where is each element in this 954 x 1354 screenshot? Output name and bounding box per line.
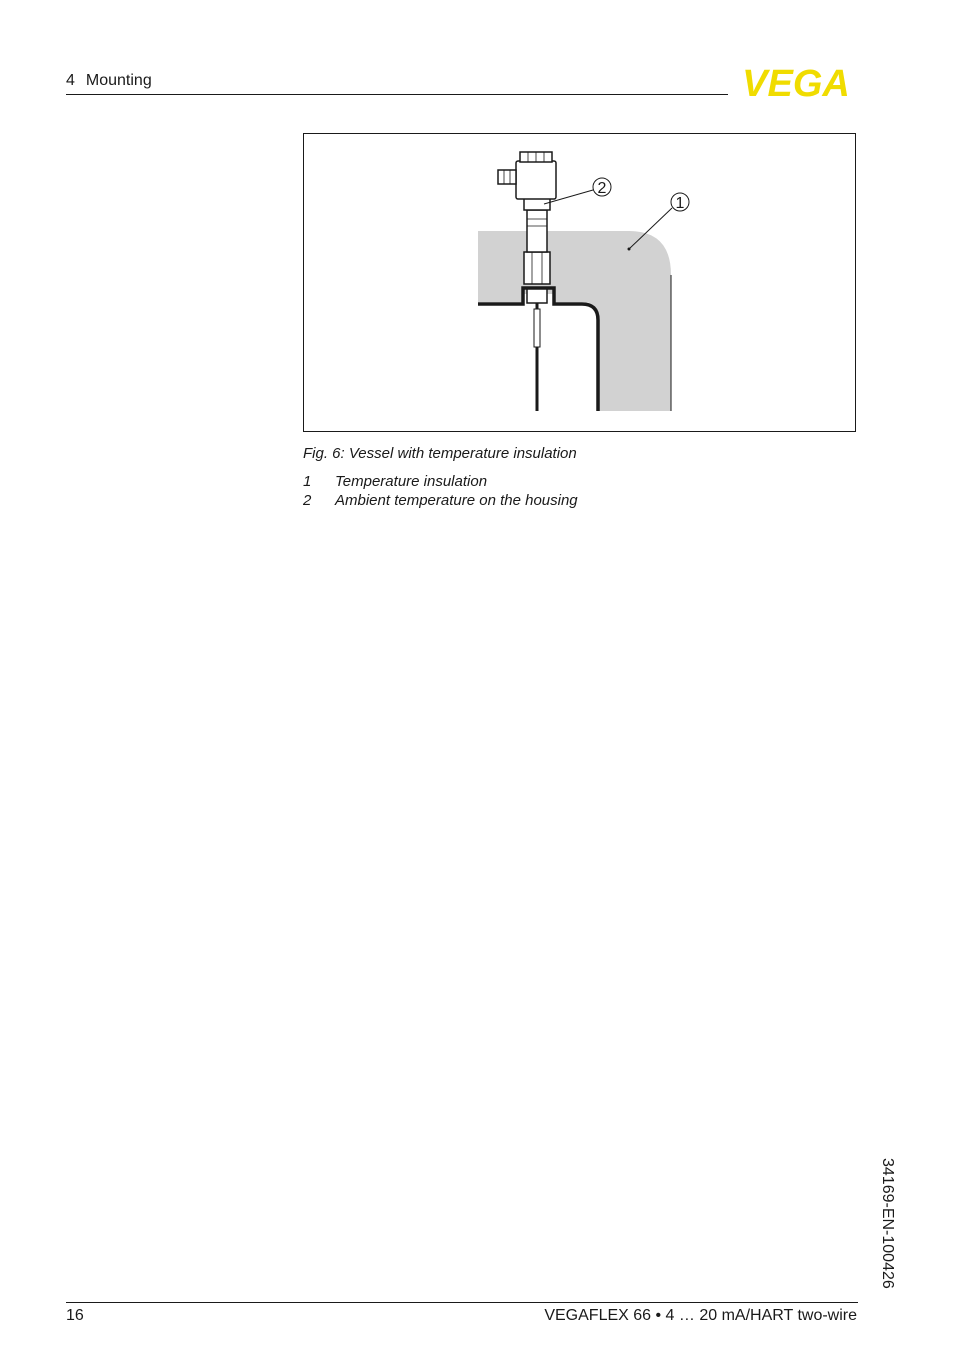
legend-number: 1 <box>303 473 312 490</box>
process-fitting <box>527 289 547 303</box>
sensor-neck <box>527 210 547 252</box>
callout-2-label: 2 <box>597 180 607 197</box>
page-number: 16 <box>66 1307 84 1324</box>
document-code: 34169-EN-100426 <box>879 1158 896 1289</box>
callout-1-label: 1 <box>675 195 685 212</box>
figure-legend <box>303 472 578 510</box>
section-heading <box>66 72 152 90</box>
probe-weight <box>534 309 540 347</box>
vessel-diagram <box>304 134 857 433</box>
hex-nut <box>524 252 550 284</box>
section-title: Mounting <box>85 72 152 89</box>
footer-rule <box>66 1302 858 1303</box>
legend-text: Temperature insulation <box>335 473 488 490</box>
figure-caption: Fig. 6: Vessel with temperature insulation <box>303 445 577 462</box>
cable-gland <box>498 170 516 184</box>
sensor-housing <box>516 161 556 199</box>
legend-item <box>303 472 578 491</box>
legend-item <box>303 491 578 510</box>
section-number: 4 <box>66 72 75 89</box>
vega-logo-text: VEGA <box>742 64 850 100</box>
legend-number: 2 <box>303 492 312 509</box>
footer-title: VEGAFLEX 66 • 4 … 20 mA/HART two-wire <box>544 1307 857 1324</box>
legend-text: Ambient temperature on the housing <box>335 492 578 509</box>
insulation-shape <box>478 231 671 411</box>
header-rule <box>66 94 728 95</box>
figure-vessel-insulation <box>303 133 856 432</box>
vega-logo <box>733 64 859 100</box>
neck-flange <box>524 198 550 210</box>
